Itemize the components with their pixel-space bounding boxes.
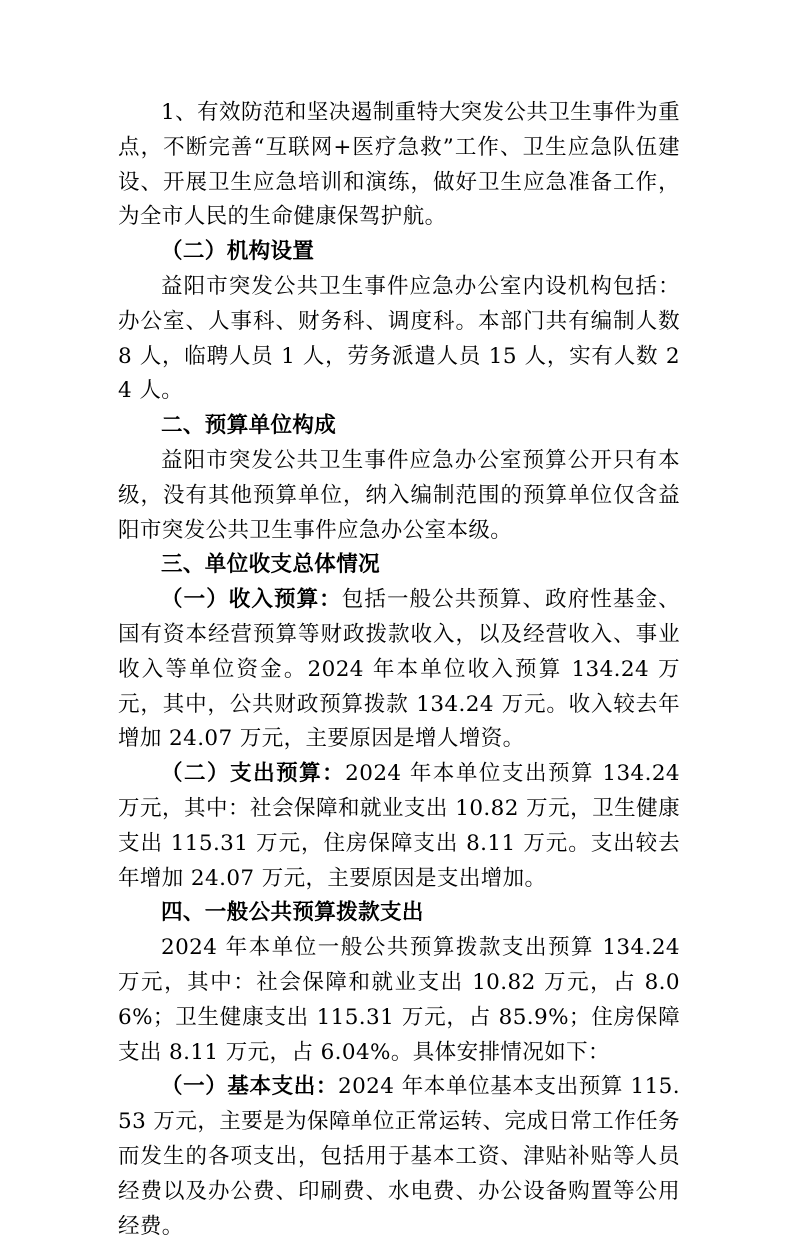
- basic-expenditure-text: 2024 年本单位基本支出预算 115.53 万元，主要是为保障单位正常运转、完成日常工作任务而发生的各项支出，包括用于基本工资、津贴补贴等人员经费以及办公费、印刷费、水电费、办公设备购置等公用经费。: [118, 1074, 680, 1239]
- paragraph-work-goal: 1、有效防范和坚决遏制重特大突发公共卫生事件为重点，不断完善“互联网+医疗急救”工作、卫生应急队伍建设、开展卫生应急培训和演练，做好卫生应急准备工作，为全市人民的生命健康保驾护航。: [118, 100, 680, 230]
- paragraph-income-budget: [118, 583, 680, 757]
- heading-org-setup: （二）机构设置: [161, 239, 315, 265]
- expense-budget-label: （二）支出预算：: [161, 761, 346, 787]
- paragraph-expense-budget: [118, 757, 680, 896]
- paragraph-general-budget-expenditure: 2024 年本单位一般公共预算拨款支出预算 134.24 万元，其中：社会保障和就业支出 10.82 万元，占 8.06%；卫生健康支出 115.31 万元，占 85.9%；住房保障支出 8.11 万元，占 6.04%。具体安排情况如下：: [118, 935, 680, 1065]
- heading-budget-units: 二、预算单位构成: [161, 413, 337, 439]
- basic-expenditure-label: （一）基本支出：: [161, 1074, 339, 1100]
- expense-budget-text: 2024 年本单位支出预算 134.24 万元，其中：社会保障和就业支出 10.82 万元，卫生健康支出 115.31 万元，住房保障支出 8.11 万元。支出较去年增加 24.07 万元，主要原因是支出增加。: [118, 761, 680, 891]
- paragraph-budget-units: 益阳市突发公共卫生事件应急办公室预算公开只有本级，没有其他预算单位，纳入编制范围的预算单位仅含益阳市突发公共卫生事件应急办公室本级。: [118, 447, 680, 543]
- document-body: [118, 96, 680, 1244]
- paragraph-basic-expenditure: [118, 1070, 680, 1244]
- paragraph-org-setup: 益阳市突发公共卫生事件应急办公室内设机构包括：办公室、人事科、财务科、调度科。本部门共有编制人数 8 人，临聘人员 1 人，劳务派遣人员 15 人，实有人数 24 人。: [118, 273, 680, 404]
- heading-overall-revenue-expenditure: 三、单位收支总体情况: [161, 552, 381, 578]
- income-budget-text: 包括一般公共预算、政府性基金、国有资本经营预算等财政拨款收入，以及经营收入、事业收入等单位资金。2024 年本单位收入预算 134.24 万元，其中，公共财政预算拨款 134.24 万元。收入较去年增加 24.07 万元，主要原因是增人增资。: [118, 587, 680, 752]
- heading-general-budget-expenditure: 四、一般公共预算拨款支出: [161, 900, 424, 926]
- income-budget-label: （一）收入预算：: [161, 587, 342, 613]
